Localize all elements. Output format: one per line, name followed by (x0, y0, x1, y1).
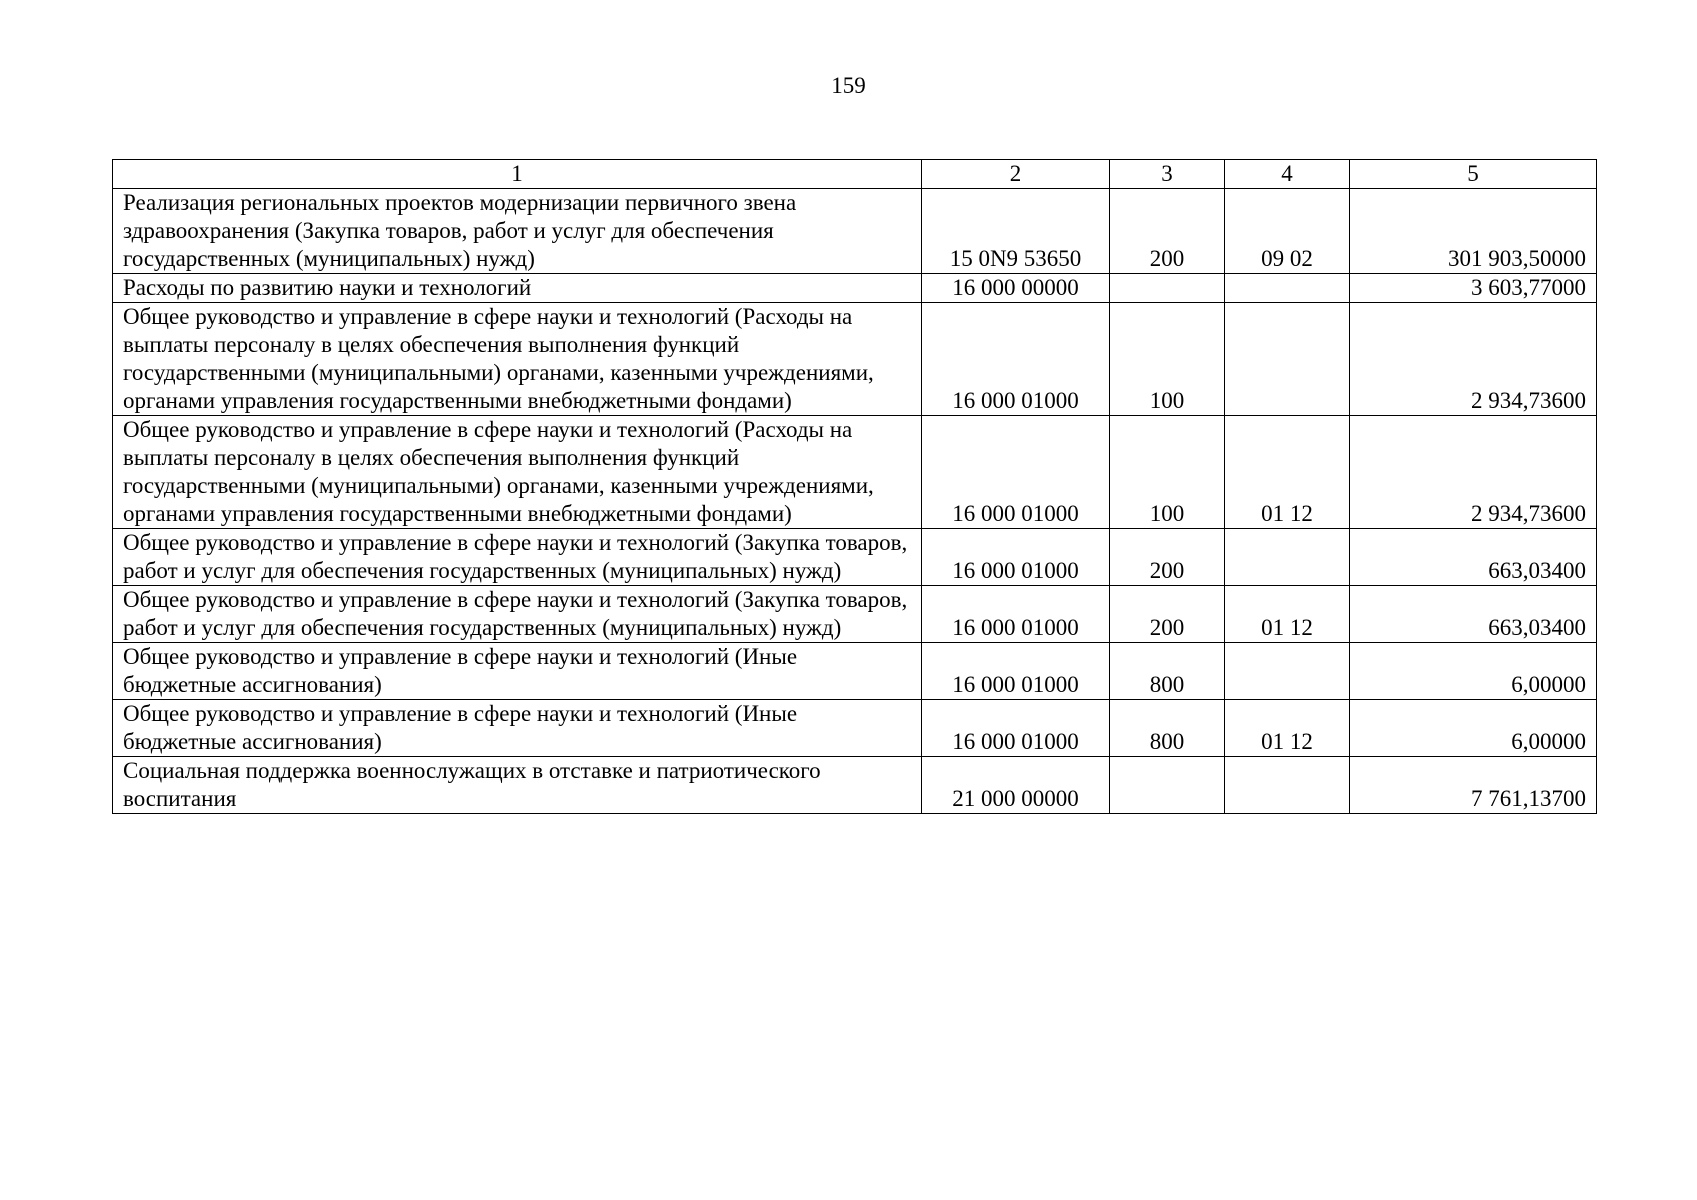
budget-table (112, 159, 1597, 814)
row-amount: 301 903,50000 (1350, 189, 1597, 274)
table-row (113, 189, 1597, 274)
table-row (113, 274, 1597, 303)
row-expense-kind: 800 (1110, 643, 1225, 700)
row-expense-kind: 800 (1110, 700, 1225, 757)
row-target-code: 16 000 01000 (922, 586, 1110, 643)
table-row (113, 700, 1597, 757)
row-expense-kind (1110, 274, 1225, 303)
page-number: 159 (831, 73, 866, 98)
table-row (113, 586, 1597, 643)
row-amount: 6,00000 (1350, 643, 1597, 700)
row-expense-kind: 100 (1110, 303, 1225, 416)
row-amount: 663,03400 (1350, 586, 1597, 643)
row-target-code: 15 0N9 53650 (922, 189, 1110, 274)
row-target-code: 16 000 00000 (922, 274, 1110, 303)
row-target-code: 16 000 01000 (922, 643, 1110, 700)
row-section-code (1225, 274, 1350, 303)
row-expense-kind: 100 (1110, 416, 1225, 529)
row-expense-kind: 200 (1110, 529, 1225, 586)
row-expense-kind: 200 (1110, 586, 1225, 643)
header-col-5: 5 (1350, 160, 1597, 189)
header-col-3: 3 (1110, 160, 1225, 189)
row-description: Социальная поддержка военнослужащих в отставке и патриотического воспитания (113, 757, 922, 814)
row-section-code: 01 12 (1225, 700, 1350, 757)
table-row (113, 643, 1597, 700)
table-row (113, 529, 1597, 586)
header-col-2: 2 (922, 160, 1110, 189)
row-amount: 7 761,13700 (1350, 757, 1597, 814)
row-description: Реализация региональных проектов модернизации первичного звена здравоохранения (Закупка товаров, работ и услуг для обеспечения государственных (муниципальных) нужд) (113, 189, 922, 274)
row-amount: 2 934,73600 (1350, 303, 1597, 416)
row-target-code: 16 000 01000 (922, 529, 1110, 586)
row-section-code (1225, 303, 1350, 416)
row-section-code (1225, 757, 1350, 814)
table-row (113, 303, 1597, 416)
row-description: Общее руководство и управление в сфере науки и технологий (Расходы на выплаты персоналу в целях обеспечения выполнения функций государственными (муниципальными) органами, казенными учреждениями, органами управления государственными внебюджетными фондами) (113, 303, 922, 416)
row-expense-kind (1110, 757, 1225, 814)
row-description: Общее руководство и управление в сфере науки и технологий (Расходы на выплаты персоналу в целях обеспечения выполнения функций государственными (муниципальными) органами, казенными учреждениями, органами управления государственными внебюджетными фондами) (113, 416, 922, 529)
row-amount: 2 934,73600 (1350, 416, 1597, 529)
row-expense-kind: 200 (1110, 189, 1225, 274)
row-section-code: 01 12 (1225, 586, 1350, 643)
row-amount: 3 603,77000 (1350, 274, 1597, 303)
row-section-code (1225, 529, 1350, 586)
row-target-code: 21 000 00000 (922, 757, 1110, 814)
table-row (113, 416, 1597, 529)
row-section-code: 09 02 (1225, 189, 1350, 274)
table-header-row (113, 160, 1597, 189)
row-description: Общее руководство и управление в сфере науки и технологий (Закупка товаров, работ и услуг для обеспечения государственных (муниципальных) нужд) (113, 529, 922, 586)
row-section-code (1225, 643, 1350, 700)
row-description: Общее руководство и управление в сфере науки и технологий (Закупка товаров, работ и услуг для обеспечения государственных (муниципальных) нужд) (113, 586, 922, 643)
row-target-code: 16 000 01000 (922, 700, 1110, 757)
row-target-code: 16 000 01000 (922, 303, 1110, 416)
row-description: Расходы по развитию науки и технологий (113, 274, 922, 303)
row-section-code: 01 12 (1225, 416, 1350, 529)
header-col-1: 1 (113, 160, 922, 189)
row-amount: 6,00000 (1350, 700, 1597, 757)
row-amount: 663,03400 (1350, 529, 1597, 586)
row-description: Общее руководство и управление в сфере науки и технологий (Иные бюджетные ассигнования) (113, 643, 922, 700)
row-target-code: 16 000 01000 (922, 416, 1110, 529)
row-description: Общее руководство и управление в сфере науки и технологий (Иные бюджетные ассигнования) (113, 700, 922, 757)
table-row (113, 757, 1597, 814)
header-col-4: 4 (1225, 160, 1350, 189)
